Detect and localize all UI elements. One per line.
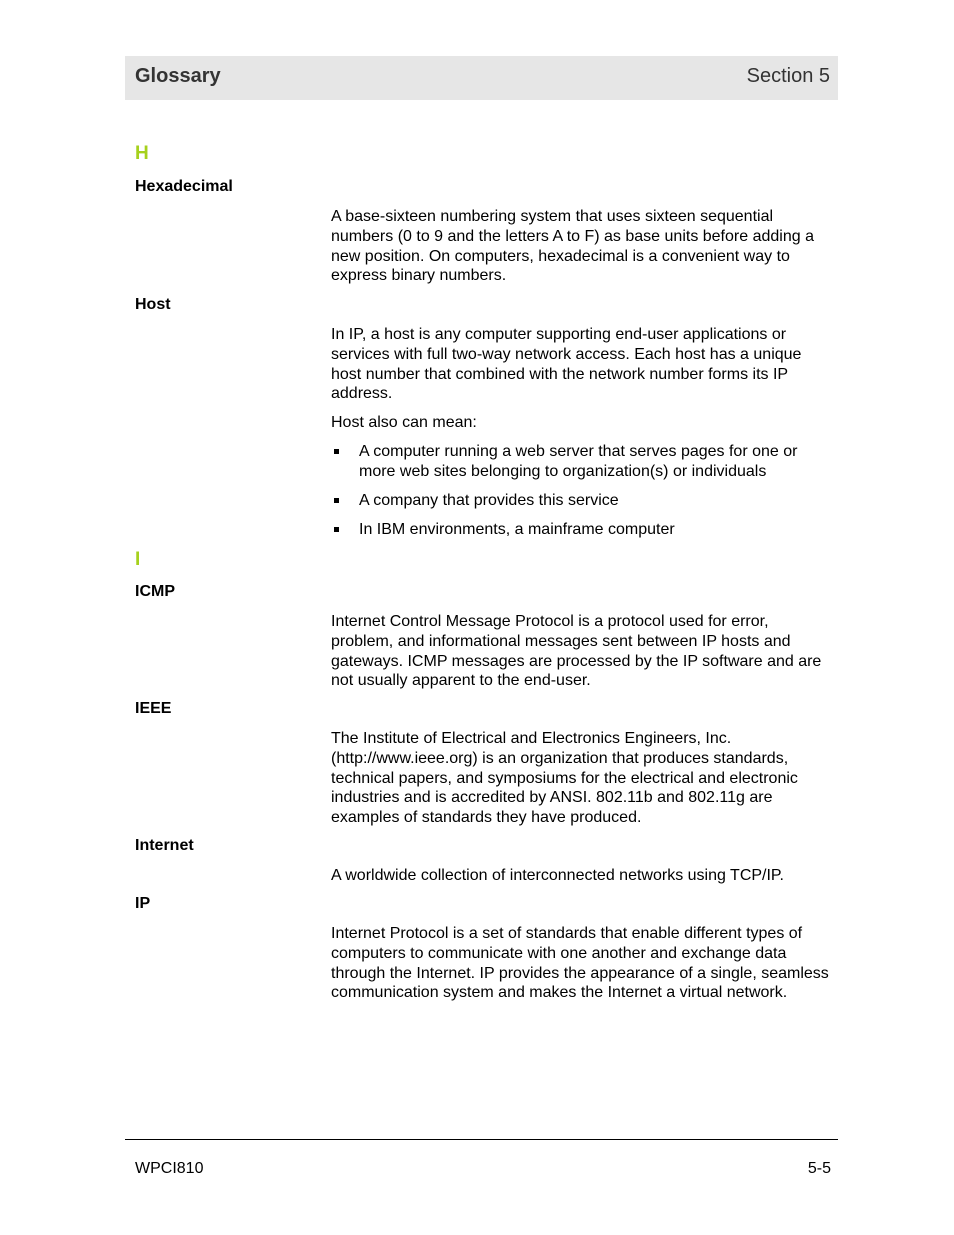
list-item-text: In IBM environments, a mainframe computer xyxy=(359,521,675,538)
bullet-icon xyxy=(334,527,339,532)
letter-heading-h: H xyxy=(135,143,149,164)
term-hexadecimal: Hexadecimal xyxy=(135,178,233,195)
definition-ieee: The Institute of Electrical and Electronics Engineers, Inc. (http://www.ieee.org) is an organization that produces standards, technical papers, and symposiums for the electrical and electronic industries and is accredited by ANSI. 802.11b and 802.11g are examples of standards they have produced. xyxy=(331,730,798,827)
term-host: Host xyxy=(135,296,171,313)
footer-product: WPCI810 xyxy=(135,1160,204,1177)
footer-divider xyxy=(125,1139,838,1140)
term-ip: IP xyxy=(135,895,151,912)
bullet-icon xyxy=(334,498,339,503)
definition-internet: A worldwide collection of interconnected networks using TCP/IP. xyxy=(331,867,784,884)
list-item-text: A computer running a web server that serves pages for one or more web sites belonging to organization(s) or individuals xyxy=(359,443,798,480)
term-ieee: IEEE xyxy=(135,700,172,717)
header-section: Section 5 xyxy=(746,65,830,87)
definition-host-also: Host also can mean: xyxy=(331,414,477,431)
list-item xyxy=(331,491,833,511)
list-item-text: A company that provides this service xyxy=(359,492,619,509)
header-title: Glossary xyxy=(135,65,221,87)
term-icmp: ICMP xyxy=(135,583,175,600)
footer-page-number: 5-5 xyxy=(807,1160,831,1177)
definition-icmp: Internet Control Message Protocol is a protocol used for error, problem, and informational messages sent between IP hosts and gateways. ICMP messages are processed by the IP software and are not usually apparent to the end-user. xyxy=(331,613,822,690)
term-internet: Internet xyxy=(135,837,194,854)
list-item xyxy=(331,520,833,540)
letter-heading-i: I xyxy=(135,549,141,570)
page-header xyxy=(125,56,838,100)
definition-host: In IP, a host is any computer supporting end-user applications or services with full two-way network access. Each host has a unique host number that combined with the network number forms its IP address. xyxy=(331,326,802,403)
list-item xyxy=(331,442,833,482)
definition-hexadecimal: A base-sixteen numbering system that uses sixteen sequential numbers (0 to 9 and the letters A to F) as base units before adding a new position. On computers, hexadecimal is a convenient way to express binary numbers. xyxy=(331,208,814,285)
bullet-icon xyxy=(334,449,339,454)
definition-ip: Internet Protocol is a set of standards that enable different types of computers to communicate with one another and exchange data through the Internet. IP provides the appearance of a single, seamless communication system and makes the Internet a virtual network. xyxy=(331,925,829,1002)
